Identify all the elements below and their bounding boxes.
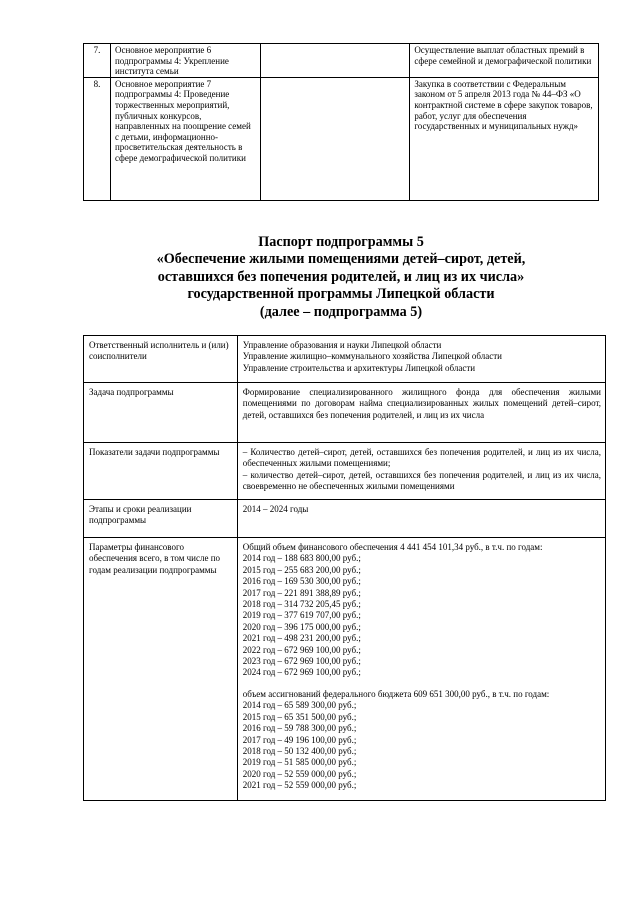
federal-year: 2015 год – 65 351 500,00 руб.;: [242, 711, 357, 722]
passport-row-indicators: [84, 443, 606, 500]
finance-year: 2018 год – 314 732 205,45 руб.;: [242, 599, 361, 610]
indicator-item: – количество детей–сирот, детей, оставшихся без попечения родителей, и лиц из их числа, своевременно не обеспеченных жилыми помещениями: [242, 469, 601, 492]
row-value: [237, 336, 605, 383]
row-value: 2014 – 2024 годы: [237, 500, 605, 538]
row-number: 8.: [84, 77, 111, 200]
row-value: Формирование специализированного жилищного фонда для обеспечения жилыми помещениями по договорам найма специализированных жилых помещений детей–сирот, детей, оставшихся без попечения родителей, и лиц из их числа: [237, 383, 605, 443]
finance-total-intro: Общий объем финансового обеспечения 4 441 454 101,34 руб., в т.ч. по годам:: [242, 542, 543, 552]
finance-year: 2015 год – 255 683 200,00 руб.;: [242, 564, 361, 575]
event-name: Основное мероприятие 6 подпрограммы 4: Укрепление института семьи: [110, 44, 260, 78]
row-number: 7.: [84, 44, 111, 78]
event-result: Закупка в соответствии с Федеральным законом от 5 апреля 2013 года № 44–ФЗ «О контрактной системе в сфере закупок товаров, работ, услуг для обеспечения государственных и муниципальных нужд»: [410, 77, 599, 200]
title-line: (далее – подпрограмма 5): [259, 303, 423, 320]
passport-title: [83, 234, 599, 321]
finance-year: 2020 год – 396 175 000,00 руб.;: [242, 621, 361, 632]
federal-year: 2018 год – 50 132 400,00 руб.;: [242, 745, 357, 756]
federal-year: 2019 год – 51 585 000,00 руб.;: [242, 757, 357, 768]
indicator-item: – Количество детей–сирот, детей, оставшихся без попечения родителей, и лиц из их числа, обеспеченных жилыми помещениями;: [242, 447, 601, 469]
title-line: оставшихся без попечения родителей, и лиц из их числа»: [157, 268, 525, 285]
passport-row-executor: [84, 336, 606, 383]
passport-row-finance: [84, 538, 606, 801]
finance-federal-intro: объем ассигнований федерального бюджета 609 651 300,00 руб., в т.ч. по годам:: [242, 688, 550, 699]
federal-year: 2014 год – 65 589 300,00 руб.;: [242, 700, 357, 711]
event-middle-cell: [260, 44, 410, 78]
row-label: Параметры финансового обеспечения всего, в том числе по годам реализации подпрограммы: [84, 538, 238, 801]
finance-year: 2019 год – 377 619 707,00 руб.;: [242, 610, 361, 621]
event-name: Основное мероприятие 7 подпрограммы 4: Проведение торжественных мероприятий, публичных конкурсов, направленных на поощрение семей с детьми, информационно-просветительская деятельность в сфере демографической политики: [110, 77, 260, 200]
finance-year: 2014 год – 188 683 800,00 руб.;: [242, 553, 361, 564]
finance-year: 2021 год – 498 231 200,00 руб.;: [242, 633, 361, 644]
finance-year: 2022 год – 672 969 100,00 руб.;: [242, 644, 361, 655]
title-line: государственной программы Липецкой области: [187, 286, 495, 303]
federal-year: 2021 год – 52 559 000,00 руб.;: [242, 780, 357, 791]
table-row: [84, 44, 599, 78]
executor-line: Управление строительства и архитектуры Липецкой области: [242, 362, 476, 373]
finance-year: 2024 год – 672 969 100,00 руб.;: [242, 667, 361, 678]
passport-row-task: [84, 383, 606, 443]
executor-line: Управление образования и науки Липецкой области: [242, 340, 442, 350]
row-value: [237, 443, 605, 500]
title-line: «Обеспечение жилыми помещениями детей–сирот, детей,: [156, 251, 526, 268]
federal-year: 2017 год – 49 196 100,00 руб.;: [242, 734, 357, 745]
spacer: [243, 679, 601, 689]
row-label: Этапы и сроки реализации подпрограммы: [84, 500, 238, 538]
finance-year: 2016 год – 169 530 300,00 руб.;: [242, 576, 361, 587]
federal-year: 2020 год – 52 559 000,00 руб.;: [242, 768, 357, 779]
row-label: Показатели задачи подпрограммы: [84, 443, 238, 500]
row-value: [237, 538, 605, 801]
passport-table: [83, 335, 606, 801]
events-table: [83, 43, 599, 201]
finance-year: 2023 год – 672 969 100,00 руб.;: [242, 656, 361, 667]
finance-year: 2017 год – 221 891 388,89 руб.;: [242, 587, 361, 598]
title-line: Паспорт подпрограммы 5: [258, 234, 424, 250]
federal-year: 2016 год – 59 788 300,00 руб.;: [242, 723, 357, 734]
event-result: Осуществление выплат областных премий в сфере семейной и демографической политики: [410, 44, 599, 78]
passport-row-stages: [84, 500, 606, 538]
event-middle-cell: [260, 77, 410, 200]
row-label: Задача подпрограммы: [84, 383, 238, 443]
row-label: Ответственный исполнитель и (или) соисполнители: [84, 336, 238, 383]
executor-line: Управление жилищно–коммунального хозяйства Липецкой области: [242, 351, 502, 362]
table-row: [84, 77, 599, 200]
